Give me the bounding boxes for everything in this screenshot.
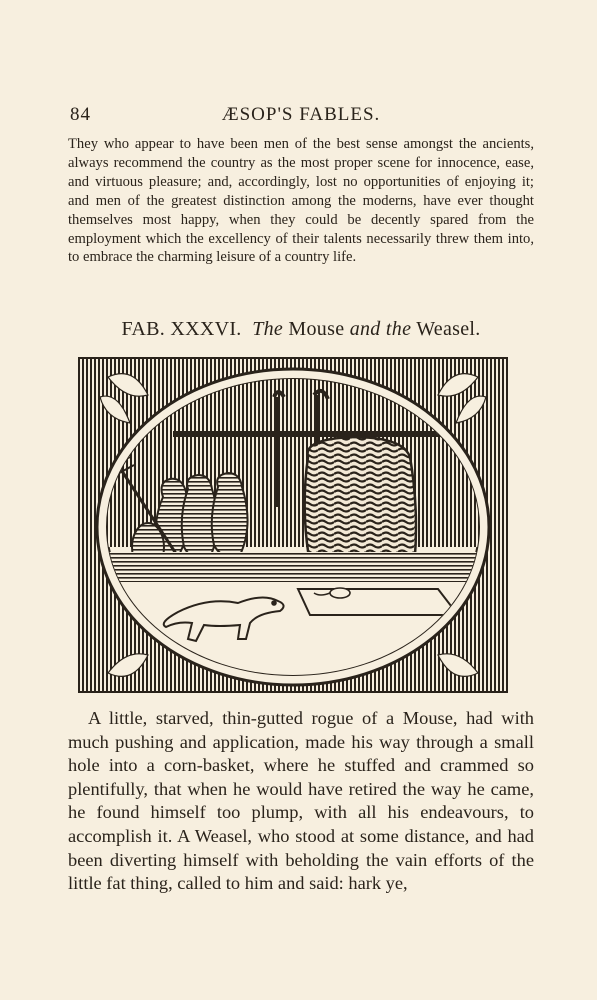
fable-title-article-2: the <box>385 318 412 340</box>
running-head <box>70 104 532 130</box>
page-number: 84 <box>70 104 91 125</box>
fable-number: FAB. XXXVI. <box>121 318 242 340</box>
fable-title-weasel: Weasel. <box>416 318 481 340</box>
fable-title-and: and <box>349 318 381 340</box>
fable-title-article: The <box>252 318 284 340</box>
intro-paragraph: They who appear to have been men of the best sense amongst the ancients, always recommend the country as the most proper scene for innocence, ease, and virtuous pleasure; and, accordingly, lost no opportunities of enjoying it; and men of the greatest distinction among the moderns, have ever thought themselves most happy, when they could be decently spared from the employment which the excellency of their talents necessarily threw them into, to embrace the charming leisure of a country life. <box>68 136 534 266</box>
body-paragraph: A little, starved, thin-gutted rogue of a Mouse, had with much pushing and application, made his way through a small hole into a corn-basket, where he stuffed and crammed so plentifully, that when he would have retired the way he came, he found himself too plump, with all his endeavours, to accomplish it. A Weasel, who stood at some distance, and had been diverting himself with beholding the vain efforts of the little fat thing, called to him and said: hark ye, <box>68 708 534 894</box>
fable-title-mouse: Mouse <box>288 318 345 340</box>
woodcut-illustration <box>78 357 508 693</box>
book-title: ÆSOP'S FABLES. <box>221 104 381 125</box>
fable-heading <box>68 318 534 341</box>
